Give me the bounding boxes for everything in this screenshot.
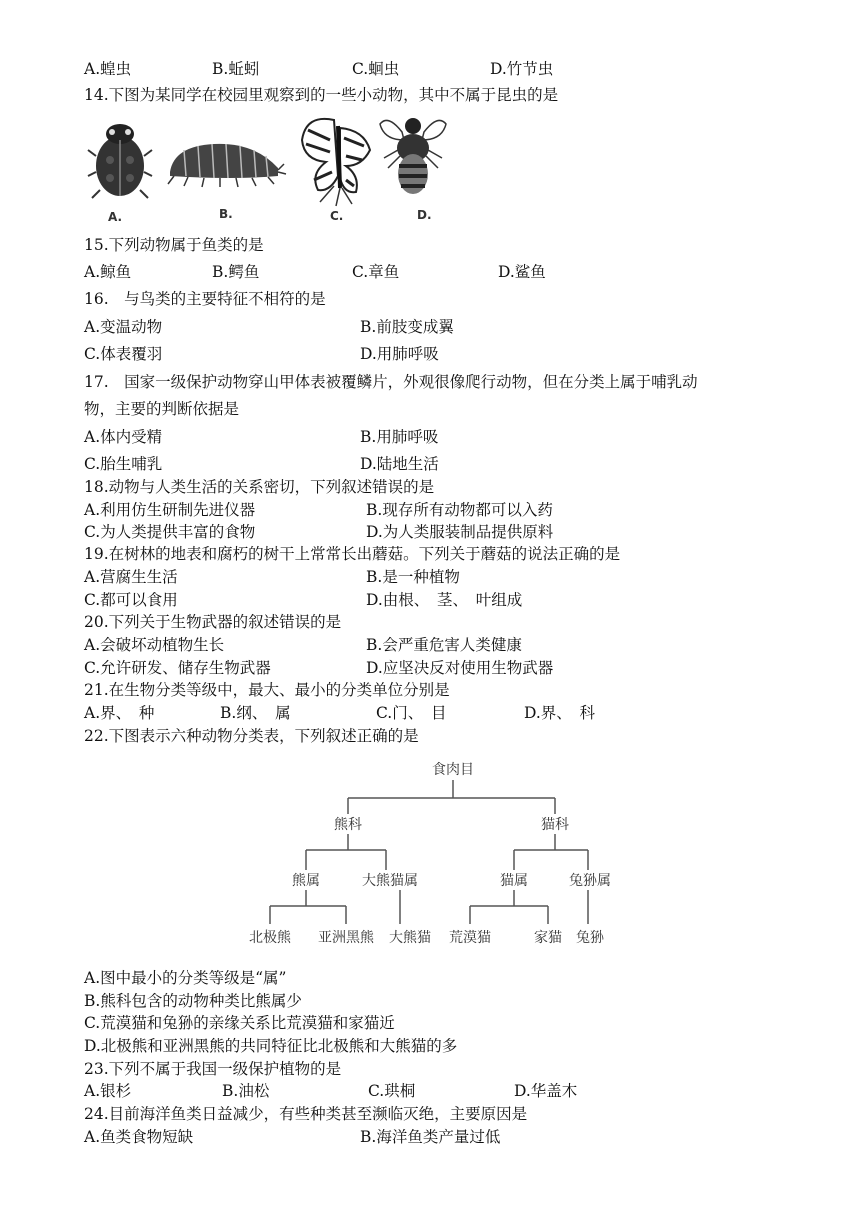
q17-stem-line2: 物，主要的判断依据是 [84,400,240,418]
q15-stem: 15.下列动物属于鱼类的是 [84,236,264,254]
q19-option-d: D.由根、 茎、 叶组成 [366,591,523,609]
q22-option-b: B.熊科包含的动物种类比熊属少 [84,992,302,1010]
q22-stem: 22.下图表示六种动物分类表，下列叙述正确的是 [84,727,419,745]
q24-option-b: B.海洋鱼类产量过低 [360,1128,501,1146]
woodlouse-icon [168,144,286,187]
q13-option-d: D.竹节虫 [490,60,554,78]
q14-label-a: A. [108,210,123,224]
q20-stem: 20.下列关于生物武器的叙述错误的是 [84,613,342,631]
q13-option-b: B.蚯蚓 [212,60,260,78]
tree-species-desert-cat: 荒漠猫 [449,930,491,946]
q20-option-d: D.应坚决反对使用生物武器 [366,659,554,677]
tree-species-black-bear: 亚洲黑熊 [318,930,374,946]
q14-stem: 14.下图为某同学在校园里观察到的一些小动物，其中不属于昆虫的是 [84,86,559,104]
q19-option-c: C.都可以食用 [84,591,178,609]
q24-option-a: A.鱼类食物短缺 [84,1128,194,1146]
q14-animal-figure [84,110,454,232]
q21-option-c: C.门、 目 [376,704,447,722]
q16-option-c: C.体表覆羽 [84,345,163,363]
q15-option-d: D.鲨鱼 [498,263,546,281]
q20-option-c: C.允许研发、储存生物武器 [84,659,271,677]
q21-stem: 21.在生物分类等级中，最大、最小的分类单位分别是 [84,681,450,699]
q15-option-c: C.章鱼 [352,263,400,281]
q23-option-b: B.油松 [222,1082,270,1100]
butterfly-icon [302,119,370,206]
q21-option-b: B.纲、 属 [220,704,291,722]
tree-genus-panda: 大熊猫属 [362,873,418,889]
q18-option-b: B.现存所有动物都可以入药 [366,501,553,519]
q14-label-d: D. [417,208,432,222]
q14-label-c: C. [330,209,344,223]
q16-stem: 16. 与鸟类的主要特征不相符的是 [84,290,326,308]
tree-species-polar-bear: 北极熊 [249,930,291,946]
q15-option-b: B.鳄鱼 [212,263,260,281]
q18-option-a: A.利用仿生研制先进仪器 [84,501,256,519]
bee-icon [380,118,446,194]
q17-option-d: D.陆地生活 [360,455,439,473]
tree-species-house-cat: 家猫 [534,930,562,946]
tree-family-cat: 猫科 [541,817,569,833]
q19-option-a: A.营腐生生活 [84,568,178,586]
q21-option-a: A.界、 种 [84,704,155,722]
tree-family-bear: 熊科 [334,817,362,833]
q22-classification-tree [230,752,630,956]
q13-option-a: A.蝗虫 [84,60,132,78]
q18-stem: 18.动物与人类生活的关系密切，下列叙述错误的是 [84,478,435,496]
q16-option-a: A.变温动物 [84,318,163,336]
q20-option-b: B.会严重危害人类健康 [366,636,522,654]
q23-option-c: C.珙桐 [368,1082,416,1100]
q17-option-c: C.胎生哺乳 [84,455,163,473]
q13-option-c: C.蛔虫 [352,60,400,78]
tree-genus-otocolobus: 兔狲属 [569,873,611,889]
q16-option-d: D.用肺呼吸 [360,345,439,363]
q22-option-a: A.图中最小的分类等级是“属” [84,969,287,987]
q22-option-d: D.北极熊和亚洲黑熊的共同特征比北极熊和大熊猫的多 [84,1037,458,1055]
tree-species-manul: 兔狲 [576,930,604,946]
q21-option-d: D.界、 科 [524,704,596,722]
q22-option-c: C.荒漠猫和兔狲的亲缘关系比荒漠猫和家猫近 [84,1014,395,1032]
q23-option-a: A.银杉 [84,1082,132,1100]
q18-option-c: C.为人类提供丰富的食物 [84,523,256,541]
q19-stem: 19.在树林的地表和腐朽的树干上常常长出蘑菇。下列关于蘑菇的说法正确的是 [84,545,621,563]
q23-stem: 23.下列不属于我国一级保护植物的是 [84,1060,342,1078]
tree-genus-ursus: 熊属 [292,873,320,889]
q20-option-a: A.会破坏动植物生长 [84,636,225,654]
tree-genus-felis: 猫属 [500,873,528,889]
q16-option-b: B.前肢变成翼 [360,318,454,336]
q17-option-b: B.用肺呼吸 [360,428,439,446]
q17-option-a: A.体内受精 [84,428,163,446]
q19-option-b: B.是一种植物 [366,568,460,586]
q24-stem: 24.目前海洋鱼类日益减少，有些种类甚至濒临灭绝，主要原因是 [84,1105,528,1123]
q15-option-a: A.鲸鱼 [84,263,132,281]
tree-species-giant-panda: 大熊猫 [389,930,431,946]
ladybug-icon [88,124,152,198]
q14-label-b: B. [219,207,233,221]
q18-option-d: D.为人类服装制品提供原料 [366,523,554,541]
tree-root: 食肉目 [432,762,474,778]
q23-option-d: D.华盖木 [514,1082,578,1100]
q17-stem-line1: 17. 国家一级保护动物穿山甲体表被覆鳞片，外观很像爬行动物，但在分类上属于哺乳动 [84,373,698,391]
